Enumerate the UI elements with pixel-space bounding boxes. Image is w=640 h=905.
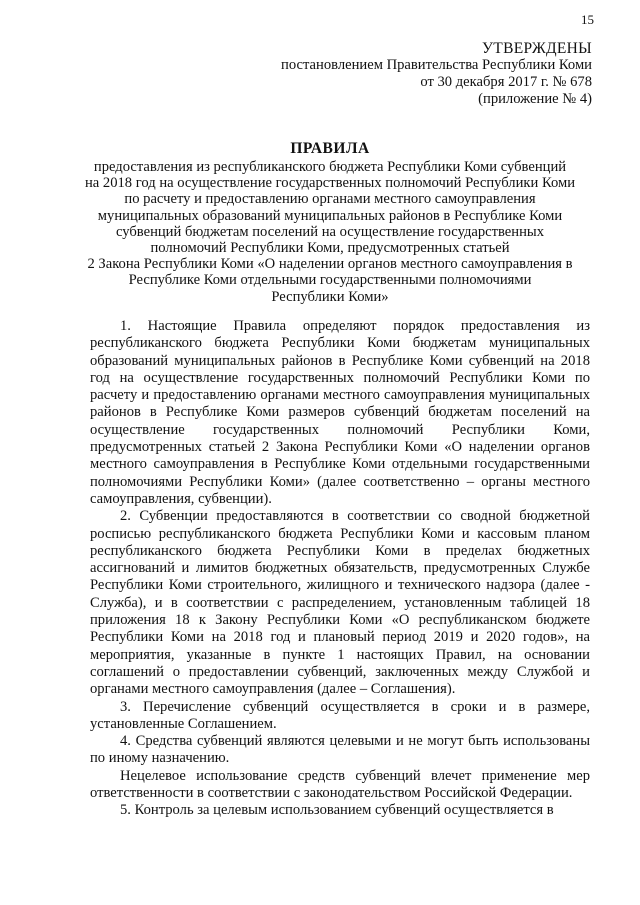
approval-stamp: УТВЕРЖДЕНЫ: [482, 40, 592, 57]
approval-block: [172, 40, 592, 108]
approval-line-1: постановлением Правительства Республики Коми: [281, 57, 592, 73]
paragraph-3: 3. Перечисление субвенций осуществляется в сроки и в размере, установленные Соглашением.: [90, 698, 590, 732]
subtitle-line: субвенций бюджетам поселений на осуществление государственных: [115, 223, 545, 240]
subtitle-line: Республике Коми отдельными государственными полномочиями: [128, 272, 532, 289]
document-title: ПРАВИЛА: [290, 140, 370, 157]
paragraph-4: 4. Средства субвенций являются целевыми и не могут быть использованы по иному назначению.: [90, 733, 590, 767]
paragraph-5: 5. Контроль за целевым использованием субвенций осуществляется в: [120, 802, 554, 819]
paragraph-2: 2. Субвенции предоставляются в соответствии со сводной бюджетной росписью республиканского бюджета Республики Коми и кассовым планом республиканского бюджета Республики Коми в пределах бюджетных ассигнований и лимитов бюджетных обязательств, предусмотренных Службе Республики Коми строительного, жилищного и технического надзора (далее - Служба), и в соответствии с распределением, установленным таблицей 18 приложения 18 к Закону Республики Коми «О республиканском бюджете Республики Коми на 2018 год и плановый период 2019 и 2020 годов», на мероприятия, указанные в пункте 1 настоящих Правил, на основании соглашений о предоставлении субвенций, заключенных между Службой и органами местного самоуправления (далее – Соглашения).: [90, 508, 590, 698]
paragraph-4-continued: Нецелевое использование средств субвенций влечет применение мер ответственности в соответствии с законодательством Российской Федерации.: [90, 767, 590, 802]
approval-line-3: (приложение № 4): [478, 91, 592, 107]
document-subtitle: [70, 159, 590, 305]
page-number: 15: [581, 12, 594, 27]
paragraph-1: 1. Настоящие Правила определяют порядок предоставления из республиканского бюджета Республики Коми бюджетам муниципальных образований муниципальных районов в Республике Коми субвенций на 2018 год на осуществление государственных полномочий Республики Коми по расчету и предоставлению органами местного самоуправления муниципальных районов в Республике Коми размеров субвенций бюджетам поселений на осуществление государственных полномочий Республики Коми, предусмотренных статьей 2 Закона Республики Коми «О наделении органов местного самоуправления в Республике Коми отдельными государственными полномочиями Республики Коми» (далее соответственно – органы местного самоуправления, субвенции).: [90, 318, 590, 507]
document-body: [90, 318, 590, 820]
title-block: [70, 139, 590, 305]
subtitle-line: Республики Коми»: [271, 288, 389, 305]
subtitle-line: 2 Закона Республики Коми «О наделении органов местного самоуправления в: [87, 256, 573, 273]
subtitle-line: на 2018 год на осуществление государственных полномочий Республики Коми: [84, 175, 576, 192]
subtitle-line: по расчету и предоставлению органами местного самоуправления: [124, 191, 536, 208]
subtitle-line: муниципальных образований муниципальных районов в Республике Коми: [97, 207, 563, 224]
approval-line-2: от 30 декабря 2017 г. № 678: [420, 74, 592, 90]
subtitle-line: предоставления из республиканского бюджета Республики Коми субвенций: [93, 159, 567, 175]
subtitle-line: полномочий Республики Коми, предусмотренных статьей: [150, 240, 510, 257]
